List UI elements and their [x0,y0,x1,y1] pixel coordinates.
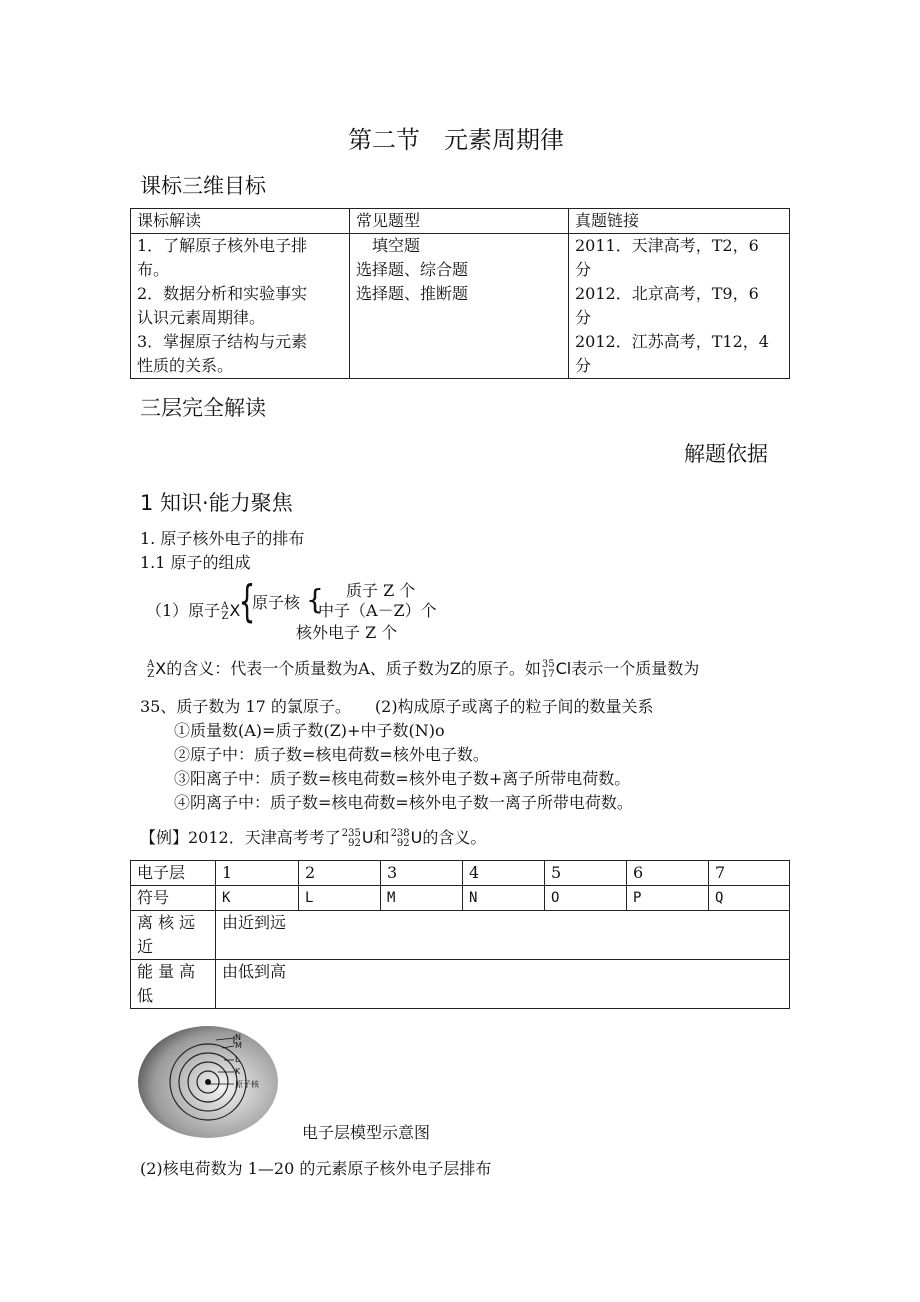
shell-cell: K [216,886,299,911]
goals-col1-line: 布。 [137,260,170,279]
shell-cell: 2 [299,861,381,886]
goals-col3-line: 2012．江苏高考，T12，4 [575,332,769,351]
shell-cell: 电子层 [131,861,216,886]
diagram-label-n: N [235,1033,241,1042]
shell-cell: 3 [381,861,463,886]
u235-symbol: U [361,828,374,847]
formula-neutron: 中子（A－Z）个 [318,601,437,620]
diagram-label-k: K [235,1067,241,1076]
example-line [140,825,486,849]
page-title: 第二节 元素周期律 [348,126,564,154]
meaning-text-2: 表示一个质量数为 [571,659,700,678]
relation-2: ②原子中：质子数=核电荷数=核外电子数。 [174,745,489,764]
u235-sub: 92 [348,837,361,849]
shell-distance-label [131,911,216,960]
meaning-sup: A [147,658,155,670]
example-mid: 和 [373,828,390,847]
cl-sub: 17 [541,668,555,680]
shell-cell: M [381,886,463,911]
goals-heading: 课标三维目标 [140,174,266,198]
example-suffix: 的含义。 [422,828,487,847]
formula-nucleus: 原子核 [252,593,301,612]
shell-cell: 1 [216,861,299,886]
shell-cell: N [463,886,545,911]
electron-layer-heading: (2)核电荷数为 1—20 的元素原子核外电子层排布 [140,1159,492,1178]
shell-energy-value: 由低到高 [216,960,790,1009]
goals-col3-line: 分 [575,308,592,327]
u235-mass-charge [342,829,361,849]
goals-table [130,208,790,379]
goals-col1 [131,234,350,379]
shell-distance-value: 由近到远 [216,911,790,960]
shell-cell: O [545,886,627,911]
cl-mass-charge [542,660,555,680]
shell-cell: Q [709,886,790,911]
shell-table [130,860,790,1009]
shell-label-line: 近 [137,937,154,956]
diagram-label-m: M [235,1041,242,1050]
notation-meaning [146,656,699,680]
shell-cell: 4 [463,861,545,886]
goals-col3-line: 2011．天津高考，T2，6 [575,236,759,255]
diagram-label-l: L [235,1055,240,1064]
goals-header-1: 课标解读 [131,209,350,234]
goals-col1-line: 3．掌握原子结构与元素 [137,332,308,351]
cl-symbol: Cl [555,659,572,678]
electron-shell-diagram [138,1026,278,1138]
goals-col1-line: 性质的关系。 [137,356,234,375]
cl-sup: 35 [541,658,555,670]
formula-proton: 质子 Z 个 [346,581,416,600]
goals-header-3: 真题链接 [569,209,790,234]
subheading-electron-arrangement: 1. 原子核外电子的排布 [140,529,305,548]
shell-cell: P [627,886,709,911]
diagram-label-nucleus: 原子核 [235,1080,259,1089]
goals-col2-line: 填空题 [356,236,421,255]
shell-label-line: 离 核 远 [137,913,196,932]
u238-sub: 92 [396,837,410,849]
shell-label-line: 能 量 高 [137,962,196,981]
goals-col1-line: 认识元素周期律。 [137,308,266,327]
formula-sup: A [221,600,229,612]
section-heading: 三层完全解读 [140,396,266,420]
u235-sup: 235 [341,827,361,839]
formula-mass-charge [221,602,228,622]
meaning-sub: Z [147,668,155,680]
goals-col3-line: 分 [575,260,592,279]
knowledge-heading: 1 知识·能力聚焦 [140,491,293,515]
goals-col3-line: 分 [575,356,592,375]
goals-col3-line: 2012．北京高考，T9，6 [575,284,759,303]
shell-cell: 符号 [131,886,216,911]
relation-4: ④阴离子中：质子数=核电荷数=核外电子数一离子所带电荷数。 [174,793,633,812]
meaning-mass-charge [147,660,154,680]
shell-energy-label [131,960,216,1009]
u238-mass-charge [391,829,410,849]
relation-1: ①质量数(A)=质子数(Z)+中子数(N)o [174,721,445,740]
formula-prefix: （1）原子 [146,601,221,620]
diagram-caption: 电子层模型示意图 [302,1123,431,1142]
example-prefix: 【例】2012．天津高考考了 [140,828,341,847]
u238-sup: 238 [390,827,410,839]
subheading-atom-composition: 1.1 原子的组成 [140,553,251,572]
meaning-symbol: X [155,659,167,678]
goals-header-2: 常见题型 [350,209,569,234]
goals-col2 [350,234,569,379]
formula-symbol: X [229,601,241,620]
shell-label-line: 低 [137,986,154,1005]
meaning-text: 的含义：代表一个质量数为A、质子数为Z的原子。如 [166,659,541,678]
goals-col2-line: 选择题、综合题 [356,260,469,279]
shell-cell: L [299,886,381,911]
inner-brace-icon: { [306,583,324,616]
notation-meaning-cont: 35、质子数为 17 的氯原子。 (2)构成原子或离子的粒子间的数量关系 [140,697,654,716]
goals-col3 [569,234,790,379]
relation-3: ③阳离子中：质子数=核电荷数=核外电子数+离子所带电荷数。 [174,769,631,788]
goals-col1-line: 2．数据分析和实验事实 [137,284,308,303]
u238-symbol: U [410,828,423,847]
outer-brace-icon: { [238,576,256,627]
formula-electron: 核外电子 Z 个 [296,623,398,642]
goals-col2-line: 选择题、推断题 [356,284,469,303]
shell-cell: 5 [545,861,627,886]
shell-cell: 6 [627,861,709,886]
atom-formula [146,576,476,642]
basis-label: 解题依据 [684,442,768,466]
goals-col1-line: 1．了解原子核外电子排 [137,236,308,255]
shell-cell: 7 [709,861,790,886]
formula-sub: Z [221,610,229,622]
